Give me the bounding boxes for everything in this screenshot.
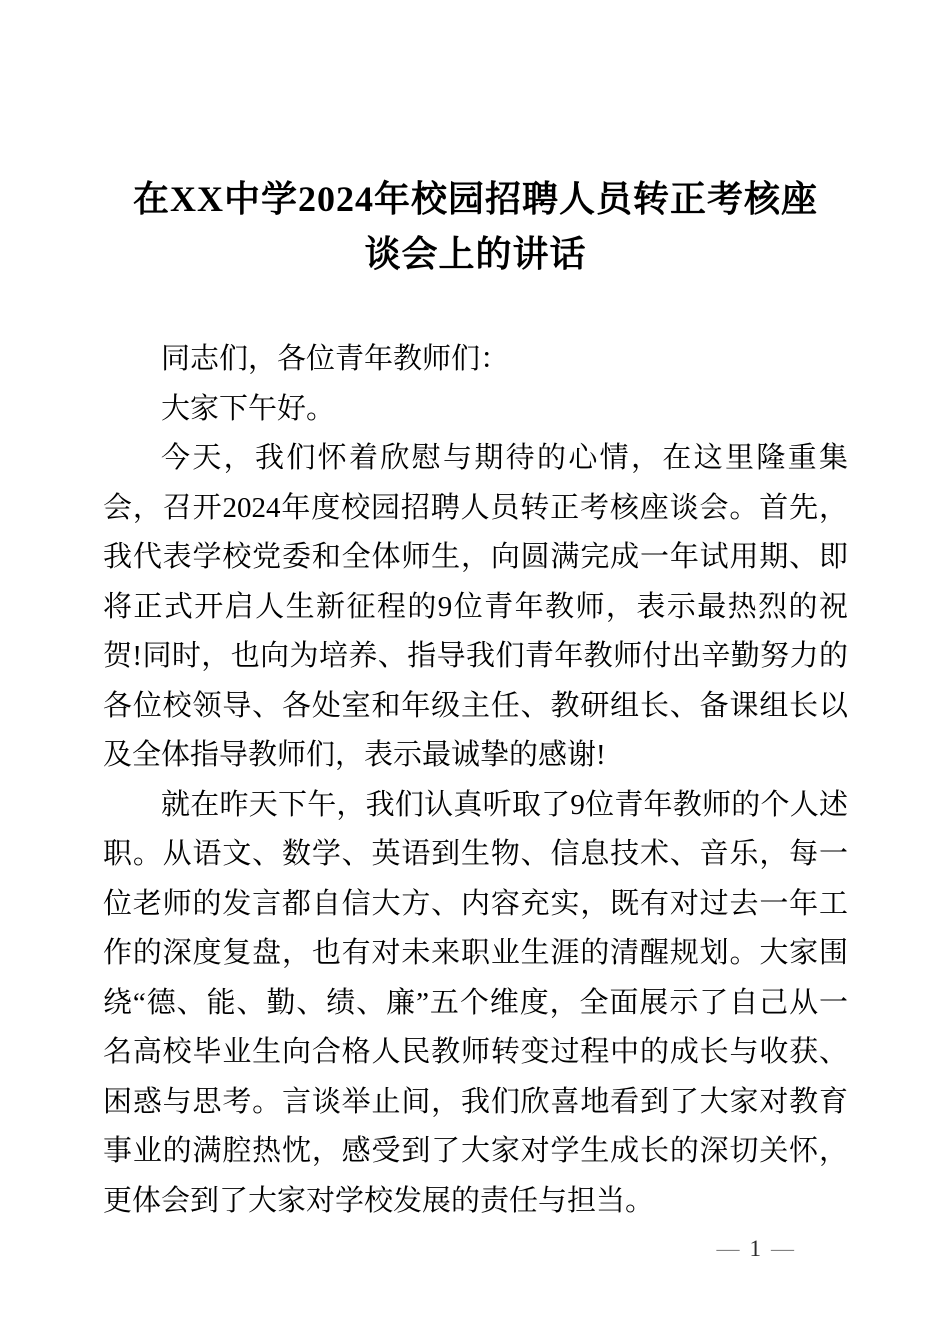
page-number: 1 xyxy=(749,1236,761,1261)
body-paragraph: 大家下午好。 xyxy=(161,392,336,425)
document-title-line-2: 谈会上的讲话 xyxy=(364,234,587,274)
document-title-line-1: 在XX中学2024年校园招聘人员转正考核座 xyxy=(133,179,818,219)
document-title xyxy=(103,172,848,282)
page-footer xyxy=(711,1236,801,1261)
body-paragraph: 同志们，各位青年教师们： xyxy=(161,343,510,375)
body-paragraph: 就在昨天下午，我们认真听取了9位青年教师的个人述职。从语文、数学、英语到生物、信息技术、音乐，每一位老师的发言都自信大方、内容充实，既有对过去一年工作的深度复盘，也有对未来职业生涯的清醒规划。大家围绕“德、能、勤、绩、廉”五个维度，全面展示了自己从一名高校毕业生向合格人民教师转变过程中的成长与收获、困惑与思考。言谈举止间，我们欣喜地看到了大家对教育事业的满腔热忱，感受到了大家对学生成长的深切关怀，更体会到了大家对学校发展的责任与担当。 xyxy=(103,788,848,1217)
body-paragraph: 今天，我们怀着欣慰与期待的心情，在这里隆重集会，召开2024年度校园招聘人员转正考核座谈会。首先，我代表学校党委和全体师生，向圆满完成一年试用期、即将正式开启人生新征程的9位青年教师，表示最热烈的祝贺!同时，也向为培养、指导我们青年教师付出辛勤努力的各位校领导、各处室和年级主任、教研组长、备课组长以及全体指导教师们，表示最诚挚的感谢! xyxy=(103,442,848,771)
document-body xyxy=(103,335,848,1226)
footer-dash-left: — xyxy=(716,1236,740,1261)
document-content xyxy=(103,172,848,1226)
footer-dash-right: — xyxy=(771,1236,794,1261)
